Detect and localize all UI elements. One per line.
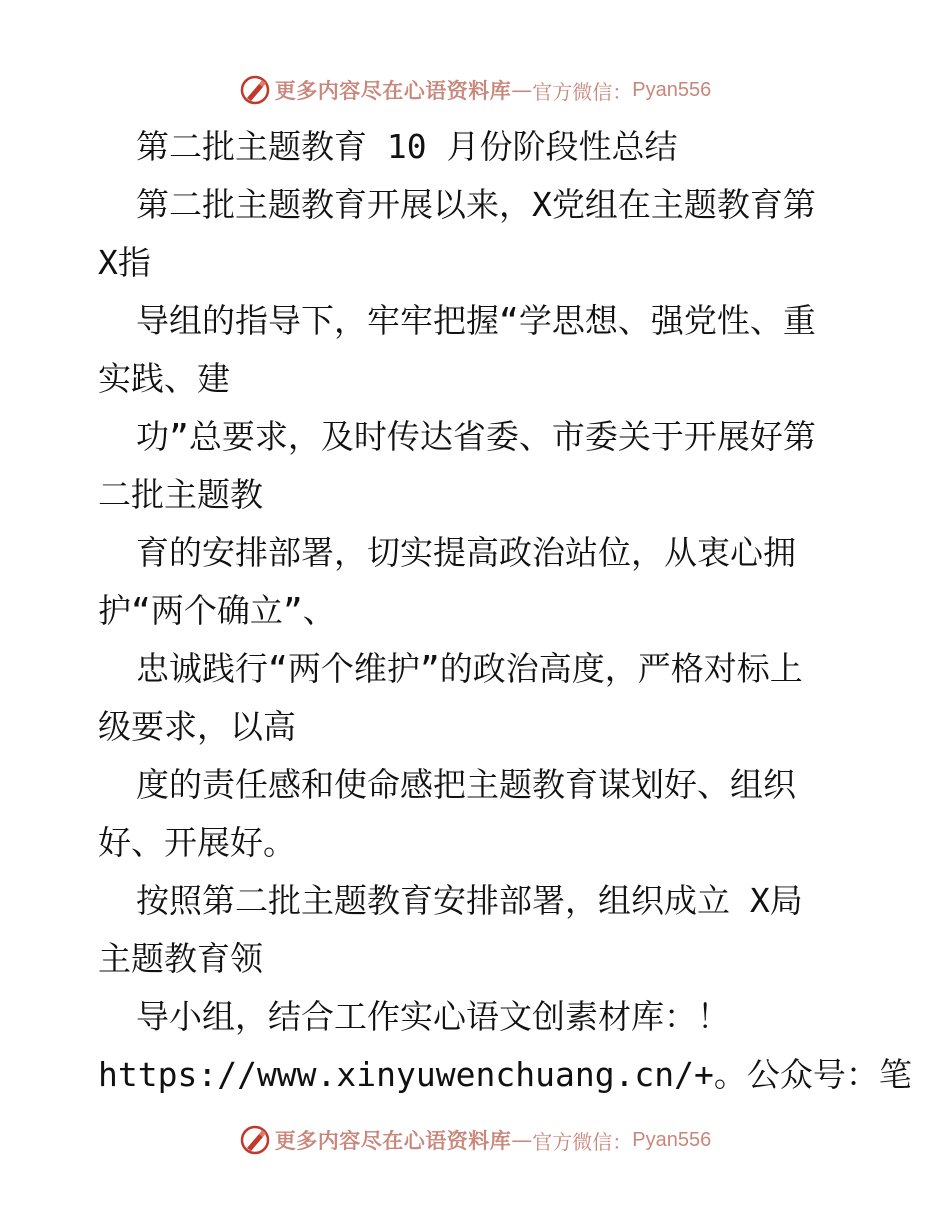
text-line: https://www.xinyuwenchuang.cn/+。公众号：笔 bbox=[98, 1055, 912, 1094]
text-line: 按照第二批主题教育安排部署，组织成立 X局 bbox=[136, 881, 803, 920]
text-line: 导组的指导下，牢牢把握“学思想、强党性、重 bbox=[136, 301, 816, 340]
watermark-brand: 更多内容尽在心语资料库 bbox=[274, 1129, 512, 1153]
watermark-id: Pyan556 bbox=[632, 1128, 712, 1151]
pen-logo-icon bbox=[239, 1124, 271, 1156]
text-line: X指 bbox=[98, 243, 151, 282]
footer-watermark bbox=[0, 1120, 950, 1160]
text-line: 第二批主题教育开展以来，X党组在主题教育第 bbox=[136, 185, 816, 224]
text-line: 实践、建 bbox=[98, 359, 230, 398]
text-line: 导小组，结合工作实心语文创素材库：！ bbox=[136, 997, 730, 1036]
text-line: 忠诚践行“两个维护”的政治高度，严格对标上 bbox=[136, 649, 803, 688]
document-body bbox=[98, 118, 912, 1104]
text-line: 功”总要求，及时传达省委、市委关于开展好第 bbox=[136, 417, 816, 456]
text-line: 二批主题教 bbox=[98, 475, 263, 514]
text-line: 好、开展好。 bbox=[98, 823, 296, 862]
text-line: 育的安排部署，切实提高政治站位，从衷心拥 bbox=[136, 533, 796, 572]
watermark-label: 官方微信： bbox=[532, 1129, 633, 1154]
watermark-brand: 更多内容尽在心语资料库 bbox=[274, 79, 512, 103]
watermark-id: Pyan556 bbox=[632, 78, 712, 101]
watermark-separator: — bbox=[511, 1128, 533, 1152]
header-watermark bbox=[0, 70, 950, 110]
text-line: 级要求，以高 bbox=[98, 707, 296, 746]
pen-logo-icon bbox=[239, 74, 271, 106]
text-line: 第二批主题教育 10 月份阶段性总结 bbox=[136, 127, 678, 166]
watermark-separator: — bbox=[511, 78, 533, 102]
text-line: 主题教育领 bbox=[98, 939, 263, 978]
text-line: 护“两个确立”、 bbox=[98, 591, 336, 630]
watermark-label: 官方微信： bbox=[532, 79, 633, 104]
text-line: 度的责任感和使命感把主题教育谋划好、组织 bbox=[136, 765, 796, 804]
